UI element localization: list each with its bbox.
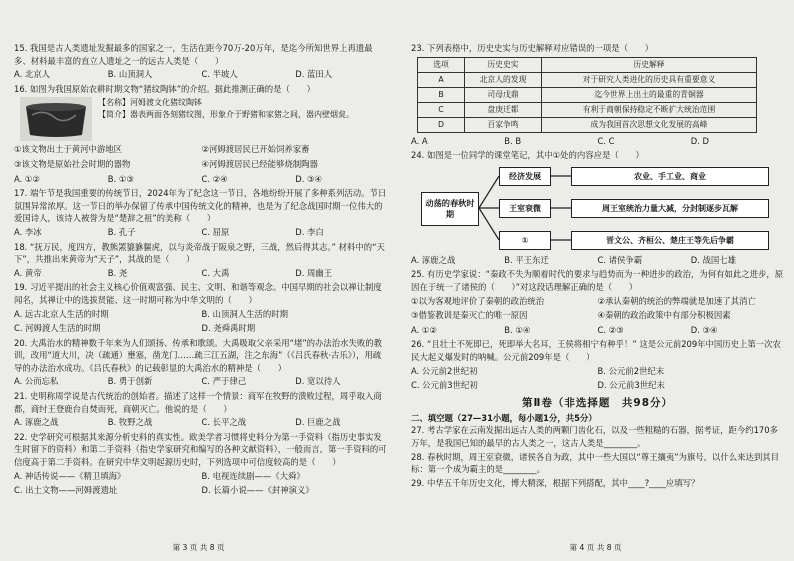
q16-option-c: C. ②④ (201, 173, 228, 184)
table-cell: D (418, 117, 465, 132)
table-row (418, 117, 757, 132)
table-header: 选项 (418, 57, 465, 72)
q22-option-d: D. 长篇小说——《封神演义》 (201, 485, 314, 496)
q25-statement-3: ③借鉴教训是秦灭亡的唯一原因 (411, 310, 528, 321)
q15-options (14, 68, 389, 81)
q26-options-1 (411, 365, 784, 378)
q25-statement-4: ④秦朝的政治政策中有部分积极因素 (597, 310, 731, 321)
q25-option-d: D. ③④ (690, 324, 718, 335)
table-row (418, 102, 757, 117)
table-header: 历史史实 (465, 57, 542, 72)
q17-stem: 17. 端午节是我国重要的传统节日，2024年为了纪念这一节日，各地纷纷开展了多种系列活动。节日氛围异常浓厚。这一节日的举办保留了传承中国传统文化的精神，也是为了纪念战国时期一位伟大的爱国诗人，该诗人被誉为是“楚辞之祖”的美称（ ） (14, 188, 387, 224)
table-cell: B (418, 87, 465, 102)
pottery-bowl-image (20, 97, 92, 141)
q20-option-b: B. 勇于创新 (107, 376, 153, 387)
q19-options-1 (14, 308, 389, 321)
q21-option-a: A. 涿鹿之战 (14, 417, 59, 428)
q26-option-c: C. 公元前3世纪初 (411, 380, 478, 391)
q17-option-c: C. 屈原 (201, 226, 230, 237)
q22-option-b: B. 电视连续剧——《大舜》 (201, 470, 305, 481)
mindmap-branch-blank: ① (499, 231, 551, 250)
q26-option-a: A. 公元前2世纪初 (411, 365, 478, 376)
table-cell: 盘庚迁都 (465, 102, 542, 117)
q19-option-b: B. 山顶洞人生活的时期 (201, 308, 288, 319)
q16-option-d: D. ③④ (295, 173, 323, 184)
q22-option-a: A. 神话传说——《精卫填海》 (14, 470, 126, 481)
relic-card (20, 97, 389, 141)
q16-statements-1 (14, 143, 389, 156)
mindmap-branch-royal: 王室衰微 (499, 199, 551, 218)
q19-options-2 (14, 322, 389, 335)
q24-mindmap (421, 164, 784, 252)
q15-option-a: A. 北京人 (14, 69, 51, 80)
q23-option-d: D. D (690, 135, 709, 146)
q26-stem: 26. “且壮士不死即已，死即举大名耳，王侯将相宁有种乎！” 这是公元前209年中国历史上第一次农民大起义爆发时的呐喊。公元前209年是（ ） (411, 339, 781, 362)
q23-option-a: A. A (411, 135, 428, 146)
q23-option-c: C. C (597, 135, 615, 146)
table-cell: 对于研究人类进化的历史具有重要意义 (542, 72, 757, 87)
table-cell: 北京人的发现 (465, 72, 542, 87)
q23-table (417, 57, 757, 133)
q26-option-d: D. 公元前3世纪末 (597, 380, 665, 391)
table-cell: 百家争鸣 (465, 117, 542, 132)
q18-option-a: A. 黄帝 (14, 267, 42, 278)
q18-option-c: C. 大禹 (201, 267, 230, 278)
q23-stem: 23. 下列表格中，历史史实与历史解释对应错误的一项是（ ） (411, 43, 654, 53)
table-cell: A (418, 72, 465, 87)
mindmap-center: 动荡的春秋时期 (421, 192, 479, 226)
q15-option-c: C. 半坡人 (201, 69, 238, 80)
q17-option-b: B. 孔子 (107, 226, 136, 237)
fill-in-heading: 二、填空题（27—31小题，每小题1分，共5分） (411, 412, 597, 423)
q24-option-a: A. 涿鹿之战 (411, 254, 456, 265)
mindmap-branch-economy: 经济发展 (499, 167, 551, 186)
table-row (418, 72, 757, 87)
q23-options (411, 135, 784, 148)
q25-option-b: B. ①④ (504, 324, 531, 335)
q21-option-c: C. 长平之战 (201, 417, 247, 428)
q16-statement-4: ④河姆渡居民已经能够烧制陶器 (201, 158, 318, 169)
q19-option-d: D. 尧舜禹时期 (201, 323, 256, 334)
table-header-row (418, 57, 757, 72)
section-title: 第Ⅱ卷（非选择题 共98分） (521, 396, 674, 409)
q16-option-b: B. ①③ (107, 173, 134, 184)
right-page (397, 0, 794, 561)
q18-stem: 18. “抚万民，度四方，教熊罴貔貅貙虎，以与炎帝战于阪泉之野，三战，然后得其志。” 材料中的“天下”，共推出来黄帝为“天子”，其战的是（ ） (14, 241, 385, 265)
table-cell: C (418, 102, 465, 117)
q18-option-d: D. 周幽王 (295, 267, 333, 278)
q17-options (14, 226, 389, 239)
table-row (418, 87, 757, 102)
q25-statement-2: ②承认秦朝的统治的弊端就是加速了其消亡 (597, 295, 756, 306)
mindmap-branch-blank-detail: 晋文公、齐桓公、楚庄王等先后争霸 (571, 231, 769, 250)
q24-stem: 24. 如图是一位同学的课堂笔记，其中①处的内容应是（ ） (411, 150, 644, 161)
q24-options (411, 254, 784, 267)
q21-stem: 21. 史明称周学说是古代统治的创始者。描述了这样一个情景：商军在牧野的溃败过程，周乎取入商都，商纣王登鹿台自焚而死，商朝灭亡。他说的是（ ） (14, 391, 382, 414)
q18-option-b: B. 尧 (107, 267, 128, 278)
q19-option-a: A. 远古北京人生活的时期 (14, 308, 109, 319)
q29-stem: 29. 中华五千年历史文化，博大精深，根据下列搭配，其中____?____应填写？ (411, 477, 700, 488)
q27-stem: 27. 考古学家在云南发掘出远古人类的两颗门齿化石，以及一些粗糙的石器，据考证，距今约170多万年，是我国已知的最早的古人类之一，这古人类是________。 (411, 425, 778, 448)
q16-statements-2 (14, 158, 389, 171)
q21-options (14, 416, 389, 429)
q24-option-d: D. 战国七雄 (690, 254, 737, 265)
q22-options-1 (14, 470, 389, 483)
relic-name: 【名称】河姆渡文化猪纹陶钵 (98, 98, 202, 108)
table-cell: 司母戊鼎 (465, 87, 542, 102)
q26-options-2 (411, 379, 784, 392)
q25-statement-1: ①以为客观地评价了秦朝的政治统治 (411, 295, 545, 306)
q17-option-d: D. 李白 (295, 226, 324, 237)
table-cell: 成为我国首次思想文化发展的高峰 (542, 117, 757, 132)
q15-option-d: D. 蓝田人 (295, 69, 333, 80)
q23-option-b: B. B (504, 135, 522, 146)
q20-option-c: C. 严于律己 (201, 376, 247, 387)
q21-option-d: D. 巨鹿之战 (295, 417, 341, 428)
q15-option-b: B. 山顶洞人 (107, 69, 153, 80)
q19-option-c: C. 河姆渡人生活的时期 (14, 323, 101, 334)
q28-stem: 28. 春秋时期，周王室衰微，诸侯各自为政，其中一些大国以“尊王攘夷”为旗号，以什么来达到其目标：第一个成为霸主的是________。 (411, 451, 780, 475)
q25-statements-1 (411, 295, 784, 308)
q25-statements-2 (411, 309, 784, 322)
q20-stem: 20. 大禹治水的精神数千年来为人们颂扬、传承和歌颂。大禹吸取父亲采用“堵”的办法治水失败的教训，改用“道大川，决（疏通）壅塞，凿龙门……疏三江五湖，注之东海”（《吕氏春秋·古乐》），用疏导的办法治水成功。《吕氏春秋》的记载彰显的大禹治水的精神是（ ） (14, 337, 383, 373)
q19-stem: 19. 习近平提出的社会主义核心价值观富强、民主、文明、和谐等观念。中国早期的社会以禅让制度闻名，其禅让中的选拔贤能、这一时期可称为中华文明的（ ） (14, 282, 382, 305)
mindmap-branch-royal-detail: 周王室统治力量大减，分封制逐步瓦解 (571, 199, 769, 218)
q22-stem: 22. 史学研究可根据其来源分析史料的真实性。欧美学者习惯将史料分为第一手资料（指历史事实发生时留下的资料）和第二手资料（指史学家研究和编写的各种文献资料），一般而言，第一手资料的可信度高于第二手资料。在研究中华文明起源历史时，下列选项中可信度较高的是（ ） (14, 431, 387, 468)
q17-option-a: A. 李冰 (14, 226, 42, 237)
q25-option-a: A. ①② (411, 324, 437, 335)
q22-option-c: C. 出土文物——河姆渡遗址 (14, 485, 118, 496)
q20-option-d: D. 宽以待人 (295, 376, 341, 387)
q25-option-c: C. ②③ (597, 324, 624, 335)
q24-option-b: B. 平王东迁 (504, 254, 549, 265)
table-cell: 有利于商朝保持稳定不断扩大统治范围 (542, 102, 757, 117)
q16-statement-1: ①该文物出土于黄河中游地区 (14, 144, 123, 155)
q18-options (14, 267, 389, 280)
q16-stem: 16. 如图为我国原始农耕时期文物“猪纹陶钵”的介绍。据此推测正确的是（ ） (14, 83, 316, 94)
page-footer-right: 第 4 页 共 8 页 (569, 543, 622, 552)
table-header: 历史解释 (542, 57, 757, 72)
mindmap-branch-economy-detail: 农业、手工业、商业 (571, 167, 769, 186)
q25-stem: 25. 有历史学家说：“秦政不失为顺着时代的要求与趋势而为一种进步的政治，为何有如此之进步，原因在于统一了诸侯的（ ）”对这段话理解正确的是（ ） (411, 269, 784, 292)
q15-stem: 15. 我国是古人类遗址发掘最多的国家之一，生活在距今70万-20万年，是迄今所知世界上再遗最多、材料最丰富的直立人遗址之一的远古人类是（ ） (14, 43, 373, 66)
q16-options (14, 173, 389, 186)
q20-options (14, 375, 389, 388)
q16-statement-2: ②河姆渡居民已开始饲养家畜 (201, 144, 310, 155)
q16-option-a: A. ①② (14, 173, 40, 184)
q16-statement-3: ③该文物是原始社会时期的器物 (14, 158, 131, 169)
relic-intro: 【简介】器表两面各刻猪纹图，形象介于野猪和家猪之间，器内壁烟炱。 (98, 110, 354, 120)
page-footer-left: 第 3 页 共 8 页 (172, 543, 225, 552)
q24-option-c: C. 诸侯争霸 (597, 254, 643, 265)
q20-option-a: A. 公而忘私 (14, 376, 59, 387)
q22-options-2 (14, 484, 389, 497)
q26-option-b: B. 公元前2世纪末 (597, 365, 665, 376)
q25-options (411, 324, 784, 337)
q21-option-b: B. 牧野之战 (107, 417, 153, 428)
table-cell: 迄今世界上出土的最重的青铜器 (542, 87, 757, 102)
